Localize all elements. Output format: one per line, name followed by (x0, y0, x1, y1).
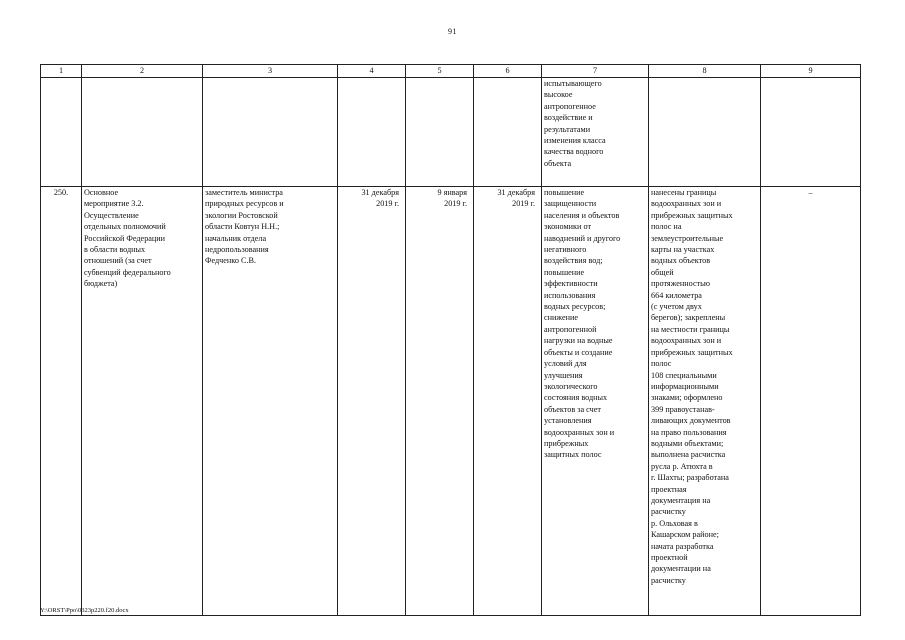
empty-cell (474, 78, 542, 187)
activity-cell: Основное мероприятие 3.2. Осуществление отдельных полномочий Российской Федерации в области водных отношений (за счет субвенций федерального бюджета) (82, 187, 203, 616)
empty-cell (41, 78, 82, 187)
notes-cell: – (761, 187, 861, 616)
empty-cell (203, 78, 338, 187)
column-header: 5 (406, 65, 474, 78)
column-header: 4 (338, 65, 406, 78)
start-date-cell: 31 декабря 2019 г. (338, 187, 406, 616)
column-header: 6 (474, 65, 542, 78)
empty-cell (761, 78, 861, 187)
column-header: 1 (41, 65, 82, 78)
column-header: 3 (203, 65, 338, 78)
column-header: 9 (761, 65, 861, 78)
responsible-cell: заместитель министра природных ресурсов и экологии Ростовской области Ковтун Н.Н.; начальник отдела недропользования Федченко С.В. (203, 187, 338, 616)
table-header-row (41, 65, 861, 78)
empty-cell (338, 78, 406, 187)
column-header: 8 (649, 65, 761, 78)
continuation-row (41, 78, 861, 187)
empty-cell (649, 78, 761, 187)
date-cell: 9 января 2019 г. (406, 187, 474, 616)
column-header: 7 (542, 65, 649, 78)
page-number: 91 (448, 27, 457, 36)
column-header: 2 (82, 65, 203, 78)
row-number-cell: 250. (41, 187, 82, 616)
empty-cell (82, 78, 203, 187)
actual-result-cell: нанесены границы водоохранных зон и прибрежных защитных полос на землеустроительные карты на участках водных объектов общей протяженностью 664 километра (с учетом двух берегов); закреплены на местности границы водоохранных зон и прибрежных защитных полос 108 специальными информационными знаками; оформлено 399 правоустанав- ливающих документов на право пользования водными объектами; выполнена расчистка русла р. Атюхта в г. Шахты; разработана проектная документация на расчистку р. Ольховая в Кашарском районе; начата разработка проектной документации на расчистку (649, 187, 761, 616)
empty-cell (406, 78, 474, 187)
end-date-cell: 31 декабря 2019 г. (474, 187, 542, 616)
report-table (40, 64, 861, 616)
continuation-result-cell: испытывающего высокое антропогенное воздействие и результатами изменения класса качества водного объекта (542, 78, 649, 187)
expected-result-cell: повышение защищенности населения и объектов экономики от наводнений и другого негативного воздействия вод; повышение эффективности использования водных ресурсов; снижение антропогенной нагрузки на водные объекты и создание условий для улучшения экологического состояния водных объектов за счет установления водоохранных зон и прибрежных защитных полос (542, 187, 649, 616)
table-row (41, 187, 861, 616)
file-path-footer: Y:\ORST\Ppo\0323p220.f20.docx (40, 607, 129, 614)
